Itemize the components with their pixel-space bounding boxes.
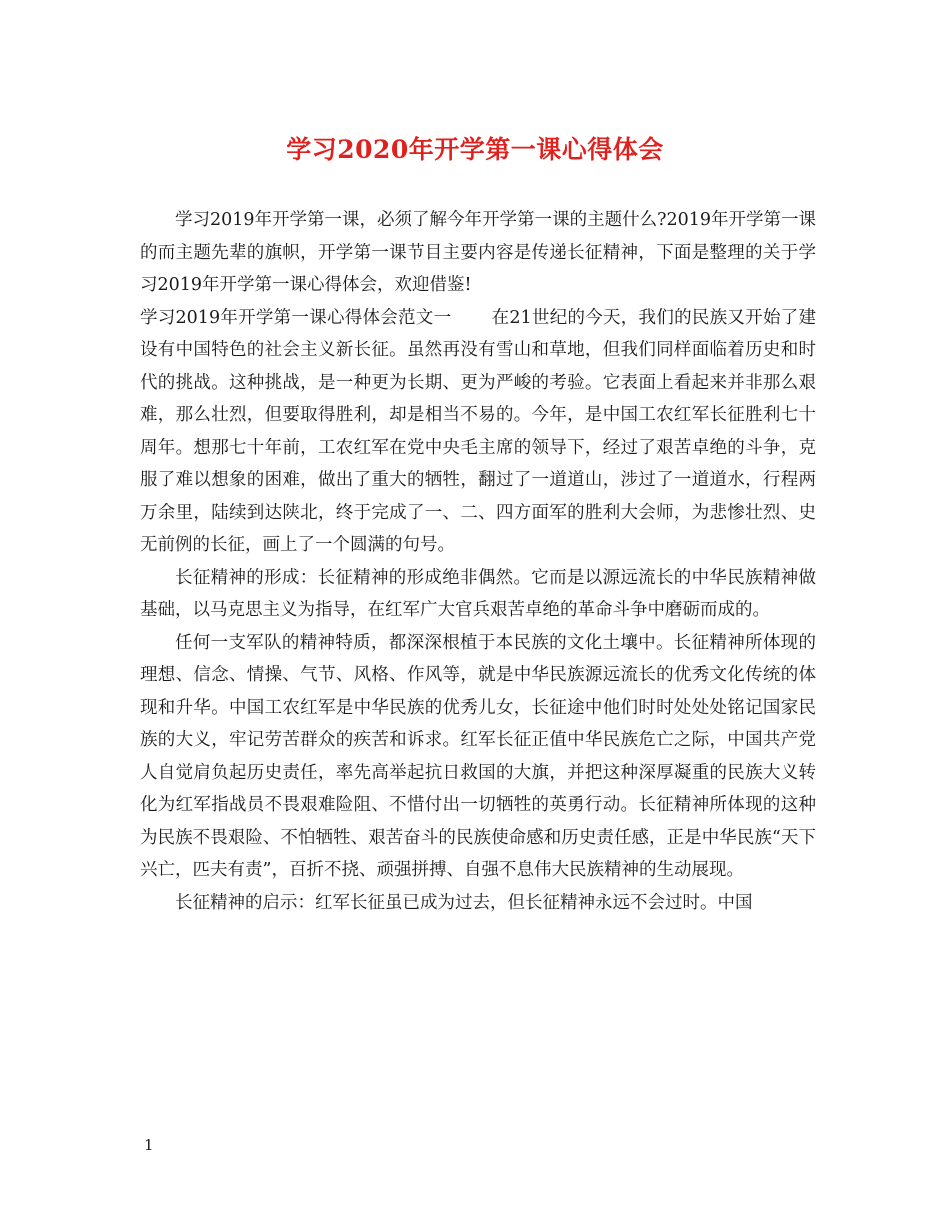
- document-body: [140, 204, 816, 919]
- paragraph-inspiration: 长征精神的启示：红军长征虽已成为过去，但长征精神永远不会过时。中国: [175, 892, 753, 913]
- paragraph-intro: 学习2019年开学第一课，必须了解今年开学第一课的主题什么?2019年开学第一课的而主题先辈的旗帜，开学第一课节目主要内容是传递长征精神，下面是整理的关于学习2019年开学第一课心得体会，欢迎借鉴!: [140, 210, 816, 295]
- paragraph-formation: 长征精神的形成：长征精神的形成绝非偶然。它而是以源远流长的中华民族精神做基础，以马克思主义为指导，在红军广大官兵艰苦卓绝的革命斗争中磨砺而成的。: [140, 567, 816, 620]
- paragraph-essay-one-text: 在21世纪的今天，我们的民族又开始了建设有中国特色的社会主义新长征。虽然再没有雪山和草地，但我们同样面临着历史和时代的挑战。这种挑战，是一种更为长期、更为严峻的考验。它表面上看起来并非那么艰难，那么壮烈，但要取得胜利，却是相当不易的。今年，是中国工农红军长征胜利七十周年。想那七十年前，工农红军在党中央毛主席的领导下，经过了艰苦卓绝的斗争，克服了难以想象的困难，做出了重大的牺牲，翻过了一道道山，涉过了一道道水，行程两万余里，陆续到达陕北，终于完成了一、二、四方面军的胜利大会师，为悲惨壮烈、史无前例的长征，画上了一个圆满的句号。: [140, 307, 816, 555]
- paragraph-essay-one: [140, 302, 816, 562]
- document-title: 学习2020年开学第一课心得体会: [286, 135, 664, 164]
- section-heading: 学习2019年开学第一课心得体会范文一: [140, 307, 452, 328]
- page-number: 1: [144, 1136, 154, 1154]
- paragraph-spirit: 任何一支军队的精神特质，都深深根植于本民族的文化土壤中。长征精神所体现的理想、信念、情操、气节、风格、作风等，就是中华民族源远流长的优秀文化传统的体现和升华。中国工农红军是中华民族的优秀儿女，长征途中他们时时处处处铭记国家民族的大义，牢记劳苦群众的疾苦和诉求。红军长征正值中华民族危亡之际，中国共产党人自觉肩负起历史责任，率先高举起抗日救国的大旗，并把这种深厚凝重的民族大义转化为红军指战员不畏艰难险阻、不惜付出一切牺牲的英勇行动。长征精神所体现的这种为民族不畏艰险、不怕牺牲、艰苦奋斗的民族使命感和历史责任感，正是中华民族“天下兴亡，匹夫有责”，百折不挠、顽强拼搏、自强不息伟大民族精神的生动展现。: [140, 632, 816, 880]
